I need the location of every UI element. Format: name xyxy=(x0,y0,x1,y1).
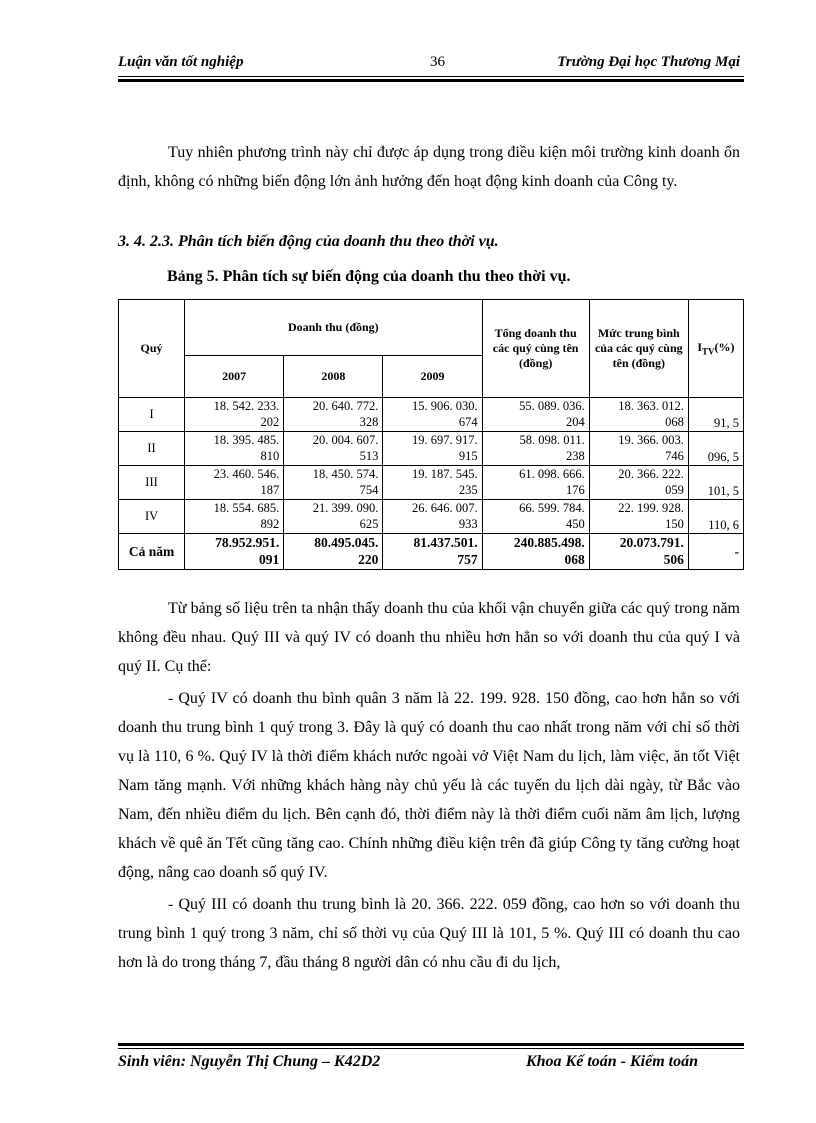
analysis-paragraph-2: - Quý IV có doanh thu bình quân 3 năm là 22. 199. 928. 150 đồng, cao hơn hẳn so với doanh thu trung bình 1 quý trong 3. Đây là quý có doanh thu cao nhất trong năm với chỉ số thời vụ là 110, 6 %. Quý IV là thời điểm khách nước ngoài vở Việt Nam du lịch, làm việc, ăn tốt Việt Nam tăng mạnh. Với những khách hàng này chủ yếu là các tuyến du lịch dài ngày, từ Bắc vào Nam, đến nhiều điểm du lịch. Bên cạnh đó, thời điểm này là thời điểm cuối năm âm lịch, lượng khách về quê ăn Tết cũng tăng cao. Chính những điều kiện trên đã giúp Công ty tăng cường hoạt động, nâng cao doanh số quý IV. xyxy=(118,690,740,881)
cell-itv: 101, 5 xyxy=(688,466,743,500)
cell-2007: 18. 554. 685. 892 xyxy=(185,500,284,534)
cell-itv: 096, 5 xyxy=(688,432,743,466)
intro-paragraph: Tuy nhiên phương trình này chỉ được áp dụng trong điều kiện môi trường kinh doanh ổn định, không có những biến động lớn ảnh hưởng đến hoạt động kinh doanh của Công ty. xyxy=(118,144,740,190)
header-thesis-title: Luận văn tốt nghiệp xyxy=(118,54,244,70)
cell-2008: 20. 640. 772. 328 xyxy=(284,398,383,432)
total-2009: 81.437.501. 757 xyxy=(383,534,482,570)
col-year-2007: 2007 xyxy=(185,356,284,398)
footer-rule xyxy=(118,1043,744,1049)
section-heading: 3. 4. 2.3. Phân tích biến động của doanh thu theo thời vụ. xyxy=(118,233,499,250)
cell-2008: 21. 399. 090. 625 xyxy=(284,500,383,534)
col-quarter: Quý xyxy=(119,300,185,398)
header-rule xyxy=(118,76,744,82)
cell-2009: 15. 906. 030. 674 xyxy=(383,398,482,432)
row-quarter: III xyxy=(119,466,185,500)
table-caption: Bảng 5. Phân tích sự biến động của doanh thu theo thời vụ. xyxy=(167,268,571,285)
cell-average: 19. 366. 003. 746 xyxy=(589,432,688,466)
cell-average: 18. 363. 012. 068 xyxy=(589,398,688,432)
table-row xyxy=(119,466,744,500)
cell-total: 58. 098. 011. 238 xyxy=(482,432,589,466)
page-number: 36 xyxy=(430,54,445,70)
table-row xyxy=(119,398,744,432)
total-2008: 80.495.045. 220 xyxy=(284,534,383,570)
cell-total: 61. 098. 666. 176 xyxy=(482,466,589,500)
total-average: 20.073.791. 506 xyxy=(589,534,688,570)
footer-faculty: Khoa Kế toán - Kiểm toán xyxy=(525,1053,698,1070)
analysis-paragraph-3: - Quý III có doanh thu trung bình là 20. 366. 222. 059 đồng, cao hơn so với doanh thu trung bình 1 quý trong 3 năm, chỉ số thời vụ của Quý III là 101, 5 %. Quý III có doanh thu cao hơn là do trong tháng 7, đầu tháng 8 người dân có nhu cầu đi du lịch, xyxy=(118,896,740,971)
cell-2009: 26. 646. 007. 933 xyxy=(383,500,482,534)
col-total: Tổng doanh thu các quý cùng tên (đồng) xyxy=(482,300,589,398)
cell-2007: 23. 460. 546. 187 xyxy=(185,466,284,500)
total-itv: - xyxy=(688,534,743,570)
cell-average: 20. 366. 222. 059 xyxy=(589,466,688,500)
cell-total: 55. 089. 036. 204 xyxy=(482,398,589,432)
analysis-paragraph-1: Từ bảng số liệu trên ta nhận thấy doanh thu của khối vận chuyển giữa các quý trong năm không đều nhau. Quý III và quý IV có doanh thu nhiều hơn hẳn so với doanh thu của quý I và quý II. Cụ thể: xyxy=(118,600,740,675)
total-sum: 240.885.498. 068 xyxy=(482,534,589,570)
table-row xyxy=(119,500,744,534)
page-header xyxy=(118,52,740,74)
table-row xyxy=(119,432,744,466)
total-row xyxy=(119,534,744,570)
row-quarter: I xyxy=(119,398,185,432)
col-average: Mức trung bình của các quý cùng tên (đồng) xyxy=(589,300,688,398)
cell-2008: 18. 450. 574. 754 xyxy=(284,466,383,500)
intro-paragraph-block xyxy=(118,138,740,196)
cell-itv: 110, 6 xyxy=(688,500,743,534)
col-itv: $I_{TV}(\%)$ xyxy=(688,300,743,398)
cell-2009: 19. 187. 545. 235 xyxy=(383,466,482,500)
footer-student: Sinh viên: Nguyễn Thị Chung – K42D2 xyxy=(118,1053,381,1070)
cell-2007: 18. 395. 485. 810 xyxy=(185,432,284,466)
cell-average: 22. 199. 928. 150 xyxy=(589,500,688,534)
cell-total: 66. 599. 784. 450 xyxy=(482,500,589,534)
analysis-text xyxy=(118,594,740,977)
cell-2007: 18. 542. 233. 202 xyxy=(185,398,284,432)
cell-itv: 91, 5 xyxy=(688,398,743,432)
total-label: Cả năm xyxy=(119,534,185,570)
col-year-2008: 2008 xyxy=(284,356,383,398)
total-2007: 78.952.951. 091 xyxy=(185,534,284,570)
cell-2009: 19. 697. 917. 915 xyxy=(383,432,482,466)
header-university: Trường Đại học Thương Mại xyxy=(557,54,740,70)
cell-2008: 20. 004. 607. 513 xyxy=(284,432,383,466)
col-revenue: Doanh thu (đồng) xyxy=(185,300,482,356)
revenue-table xyxy=(118,299,744,570)
row-quarter: IV xyxy=(119,500,185,534)
row-quarter: II xyxy=(119,432,185,466)
col-year-2009: 2009 xyxy=(383,356,482,398)
